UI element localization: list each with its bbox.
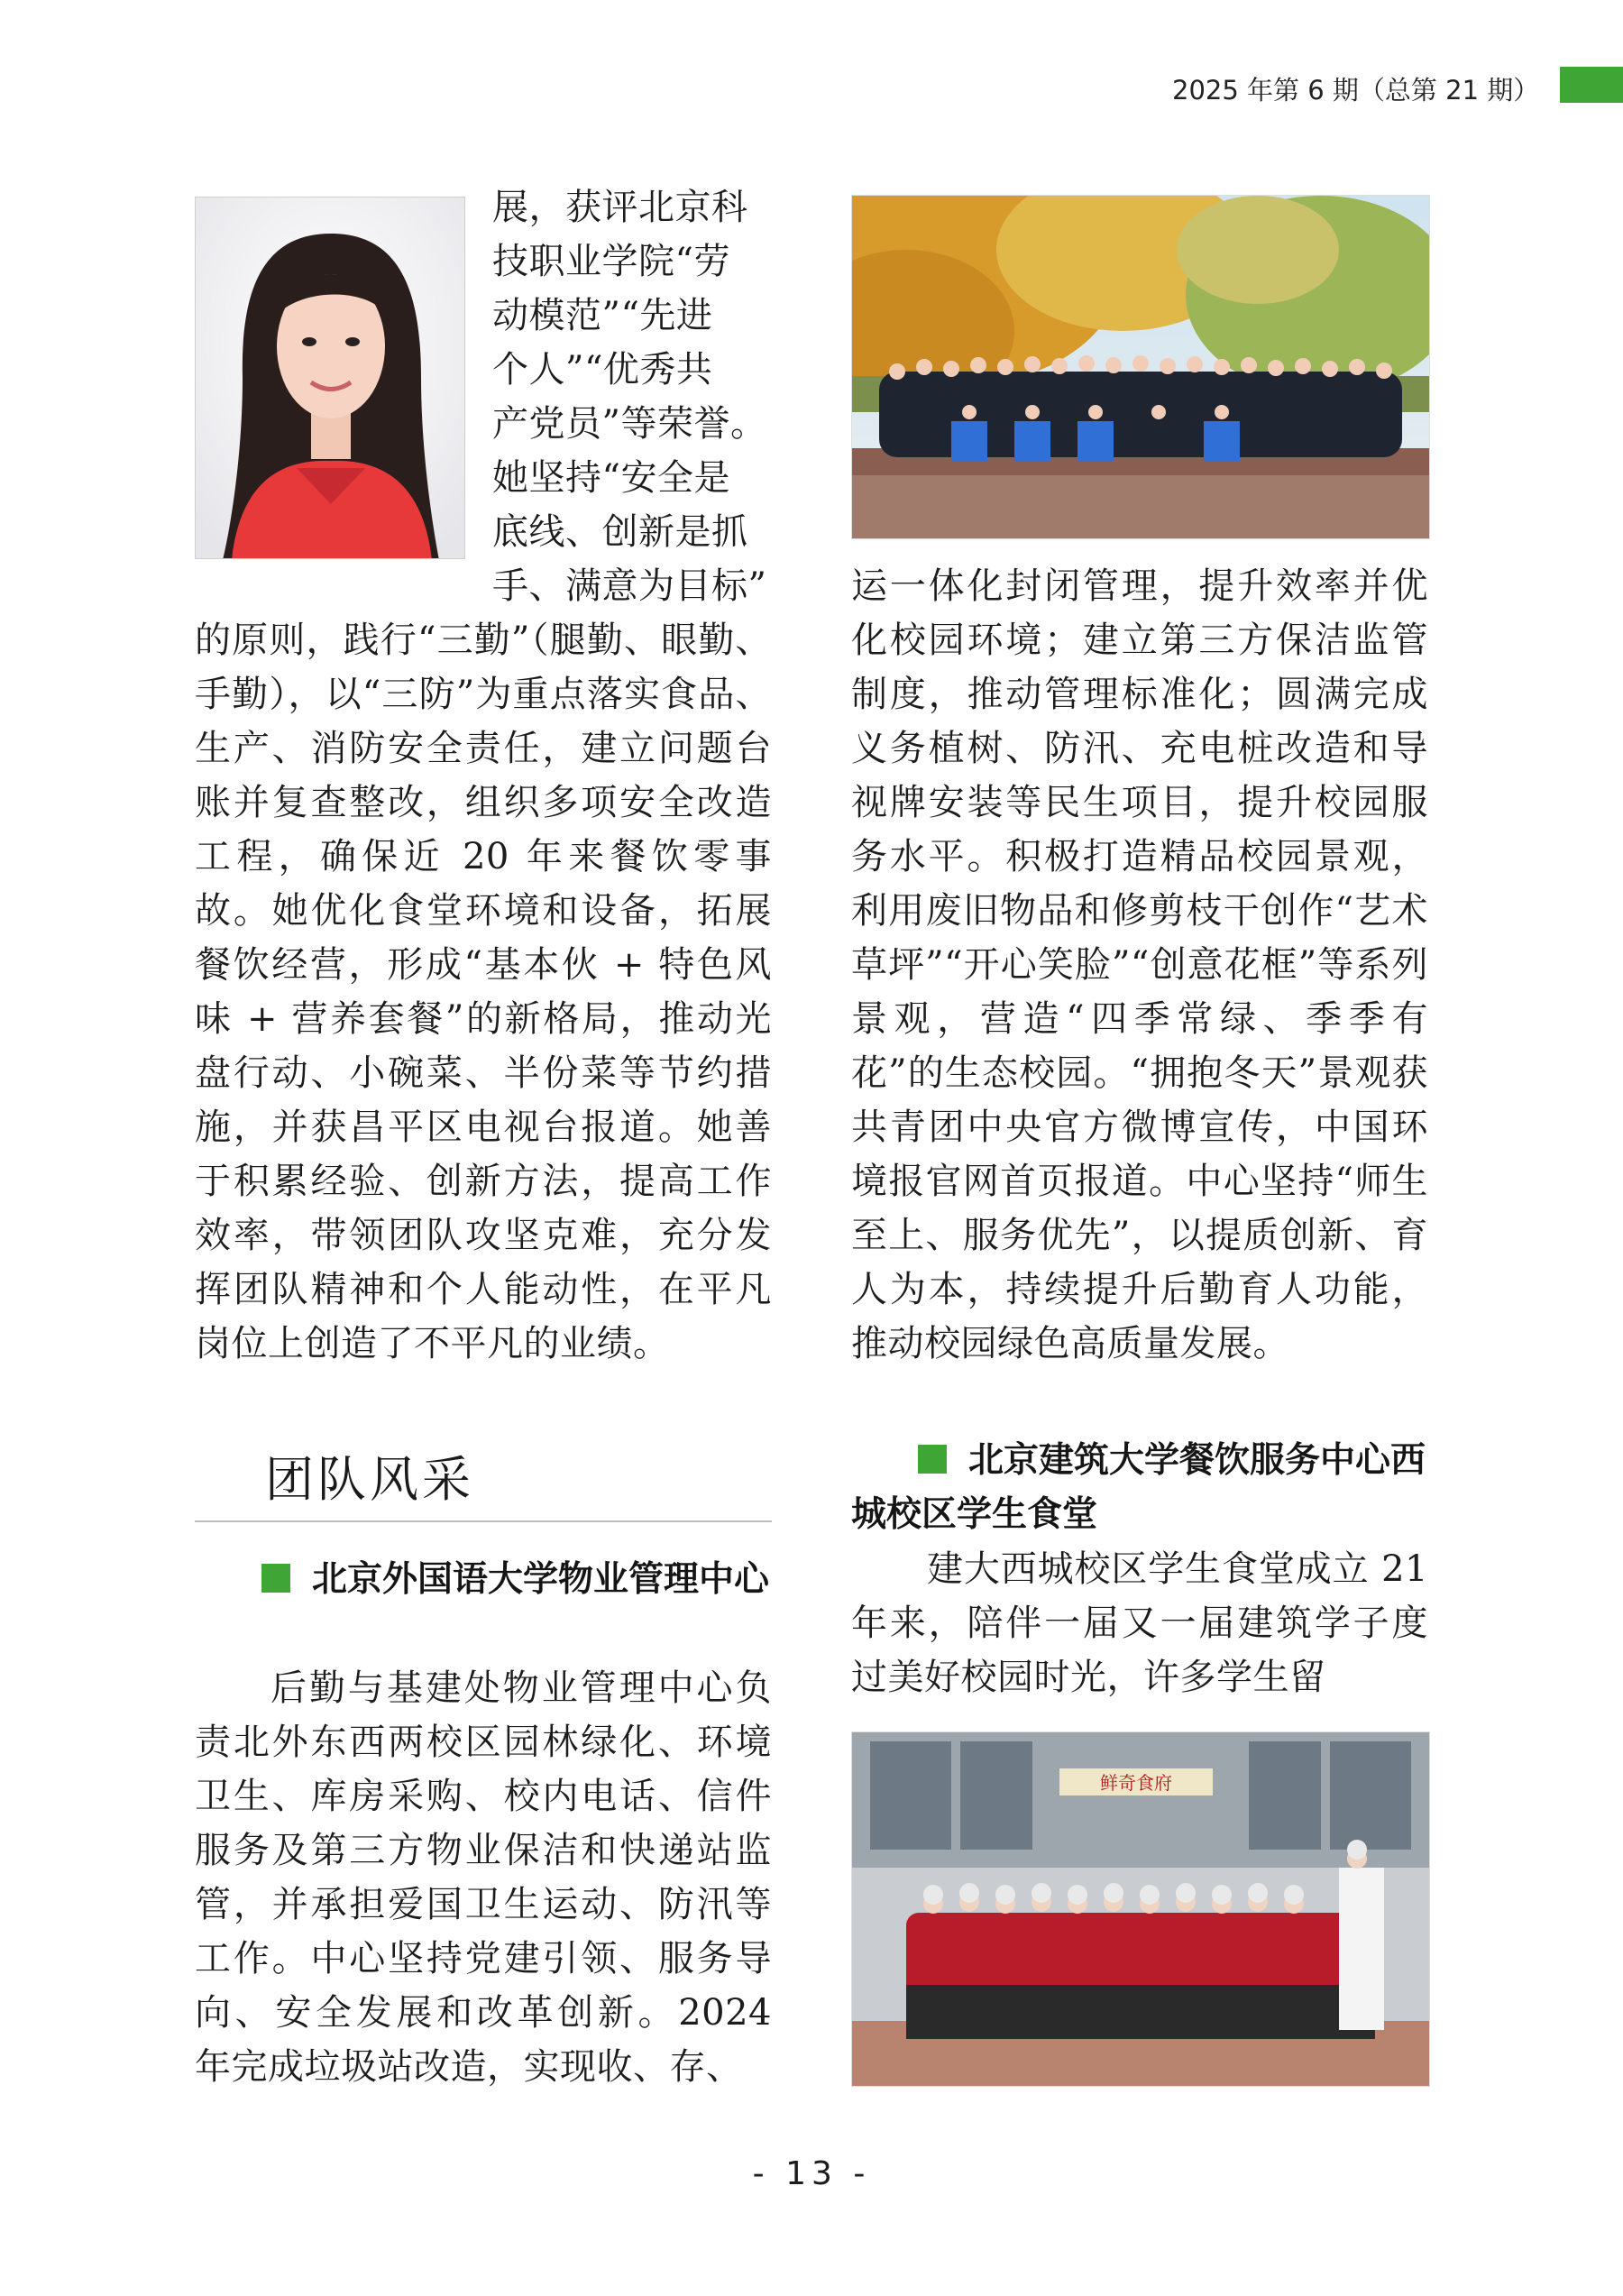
intro-line: 个人”“优秀共 [492,349,713,390]
green-square-icon [261,1564,290,1593]
article-body: 的原则，践行“三勤”（腿勤、眼勤、手勤），以“三防”为重点落实食品、生产、消防安全责任，建立问题台账并复查整改，组织多项安全改造工程，确保近 20 年来餐饮零事故。她优化食堂环境和设备，拓展餐饮经营，形成“基本伙 + 特色风味 + 营养套餐”的新格局，推动光盘行动、小碗菜、半份菜等节约措施，并获昌平区电视台报道。她善于积累经验、创新方法，提高工作效率，带领团队攻坚克难，充分发挥团队精神和个人能动性，在平凡岗位上创造了不平凡的业绩。 [195,620,772,1364]
intro-line: 展，获评北京科 [492,187,748,228]
team2-heading-text: 北京建筑大学餐饮服务中心西城校区学生食堂 [851,1440,1426,1535]
intro-line: 手、满意为目标” [492,565,767,607]
team2-body: 建大西城校区学生食堂成立 21 年来，陪伴一届又一届建筑学子度过美好校园时光，许多学生留 [851,1548,1428,1698]
restaurant-sign: 鲜奇食府 [1100,1772,1172,1794]
canteen-staff-photo [851,1731,1430,2087]
team-heading-text: 北京外国语大学物业管理中心 [312,1559,770,1600]
team2-heading [851,1434,1428,1542]
section-title: 团队风采 [265,1451,474,1508]
section-divider [195,1520,772,1522]
intro-line: 动模范”“先进 [492,295,713,336]
portrait-photo [195,197,465,559]
green-square-icon [918,1445,947,1474]
team1-body-continued: 运一体化封闭管理，提升效率并优化校园环境；建立第三方保洁监管制度，推动管理标准化；圆满完成义务植树、防汛、充电桩改造和导视牌安装等民生项目，提升校园服务水平。积极打造精品校园景观，利用废旧物品和修剪枝干创作“艺术草坪”“开心笑脸”“创意花框”等系列景观，营造“四季常绿、季季有花”的生态校园。“拥抱冬天”景观获共青团中央官方微博宣传，中国环境报官网首页报道。中心坚持“师生至上、服务优先”，以提质创新、育人为本，持续提升后勤育人功能，推动校园绿色高质量发展。 [851,565,1428,1364]
intro-line: 产党员”等荣誉。 [492,403,767,445]
header-accent-tab [1560,67,1623,103]
intro-line: 技职业学院“劳 [492,241,730,282]
page-number: - 13 - [752,2155,871,2192]
team-body: 后勤与基建处物业管理中心负责北外东西两校区园林绿化、环境卫生、库房采购、校内电话、信件服务及第三方物业保洁和快递站监管，并承担爱国卫生运动、防汛等工作。中心坚持党建引领、服务导向、安全发展和改革创新。2024 年完成垃圾站改造，实现收、存、 [195,1667,772,2088]
intro-line: 她坚持“安全是 [492,457,730,499]
team-group-photo [851,195,1430,539]
team-heading [195,1553,772,1607]
issue-label: 2025 年第 6 期（总第 21 期） [1172,75,1540,106]
article-intro-lines [492,180,772,613]
intro-line: 底线、创新是抓 [492,511,748,553]
